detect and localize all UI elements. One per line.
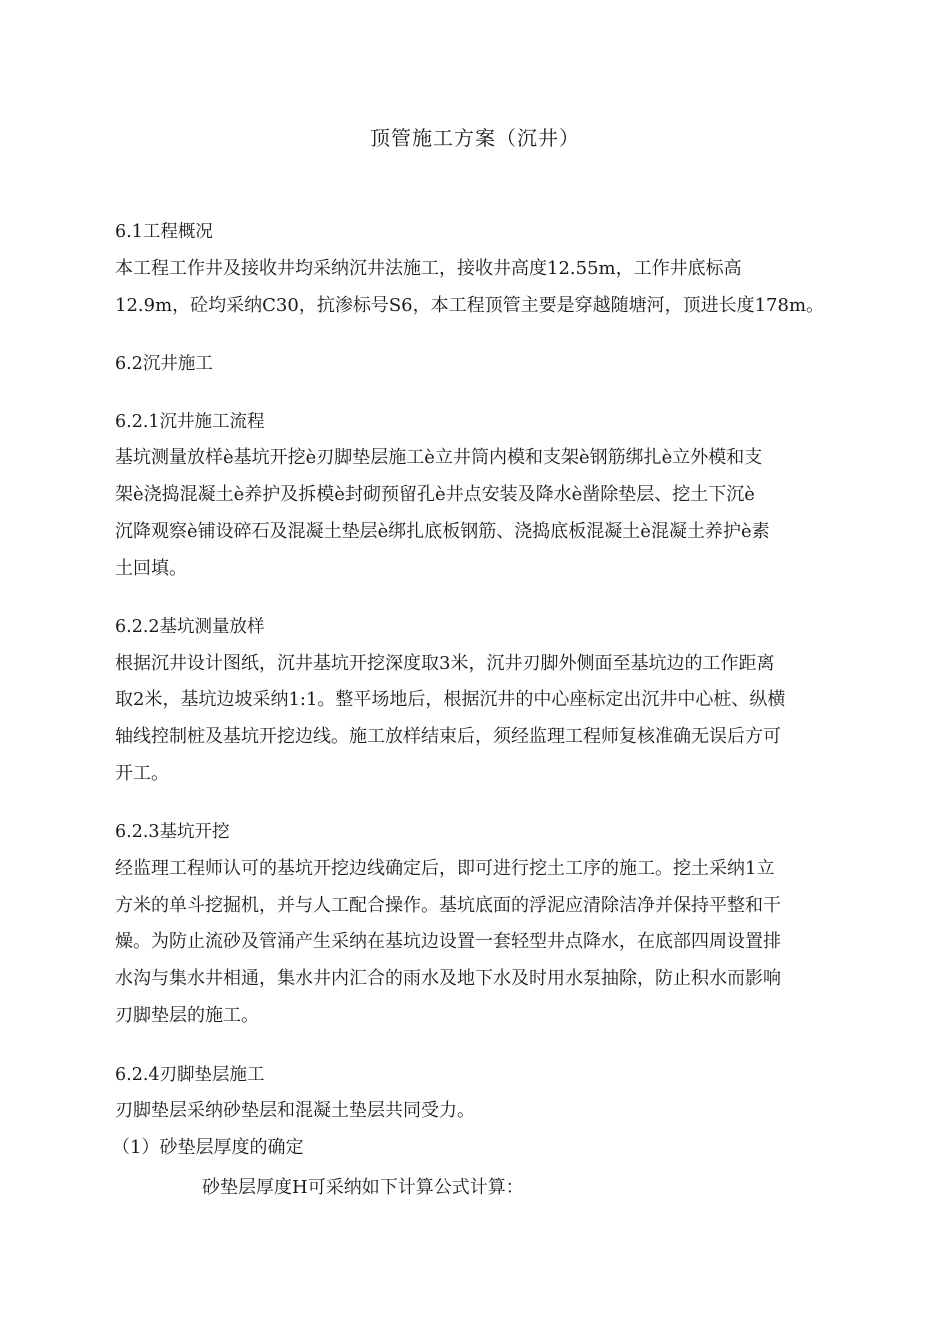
paragraph-line: 方米的单斗挖掘机，并与人工配合操作。基坑底面的浮泥应清除洁净并保持平整和干 [115, 895, 781, 916]
paragraph-line: 根据沉井设计图纸，沉井基坑开挖深度取3米，沉井刃脚外侧面至基坑边的工作距离 [115, 653, 775, 674]
paragraph-line: 沉降观察è铺设碎石及混凝土垫层è绑扎底板钢筋、浇捣底板混凝土è混凝土养护è素 [115, 521, 770, 542]
paragraph-line: 本工程工作井及接收井均采纳沉井法施工，接收井高度12.55m，工作井底标高 [115, 258, 742, 279]
paragraph-line: 水沟与集水井相通，集水井内汇合的雨水及地下水及时用水泵抽除，防止积水而影响 [115, 968, 781, 989]
subsection-heading: （1）砂垫层厚度的确定 [112, 1137, 304, 1158]
section-heading-6-2-4: 6.2.4刃脚垫层施工 [115, 1065, 265, 1085]
section-heading-6-2: 6.2沉井施工 [115, 354, 213, 374]
section-heading-6-2-2: 6.2.2基坑测量放样 [115, 617, 265, 637]
paragraph-line: 经监理工程师认可的基坑开挖边线确定后，即可进行挖土工序的施工。挖土采纳1立 [115, 858, 775, 879]
paragraph-line: 架è浇捣混凝土è养护及拆模è封砌预留孔è井点安装及降水è凿除垫层、挖土下沉è [115, 484, 755, 505]
paragraph-line: 刃脚垫层采纳砂垫层和混凝土垫层共同受力。 [115, 1100, 475, 1121]
paragraph-line: 基坑测量放样è基坑开挖è刃脚垫层施工è立井筒内模和支架è钢筋绑扎è立外模和支 [115, 447, 763, 468]
section-heading-6-2-3: 6.2.3基坑开挖 [115, 822, 230, 842]
section-heading-6-2-1: 6.2.1沉井施工流程 [115, 412, 265, 432]
paragraph-line: 轴线控制桩及基坑开挖边线。施工放样结束后，须经监理工程师复核准确无误后方可 [115, 726, 781, 747]
paragraph-line: 12.9m，砼均采纳C30，抗渗标号S6，本工程顶管主要是穿越随塘河，顶进长度178m。 [115, 295, 825, 316]
paragraph-line: 刃脚垫层的施工。 [115, 1005, 259, 1026]
paragraph-line-indented: 砂垫层厚度H可采纳如下计算公式计算： [202, 1177, 524, 1198]
document-title: 顶管施工方案（沉井） [370, 126, 580, 150]
paragraph-line: 取2米，基坑边坡采纳1:1。整平场地后，根据沉井的中心座标定出沉井中心桩、纵横 [115, 689, 786, 710]
paragraph-line: 开工。 [115, 763, 169, 784]
paragraph-line: 土回填。 [115, 558, 187, 579]
section-heading-6-1: 6.1工程概况 [115, 222, 213, 242]
paragraph-line: 燥。为防止流砂及管涌产生采纳在基坑边设置一套轻型井点降水，在底部四周设置排 [115, 931, 781, 952]
